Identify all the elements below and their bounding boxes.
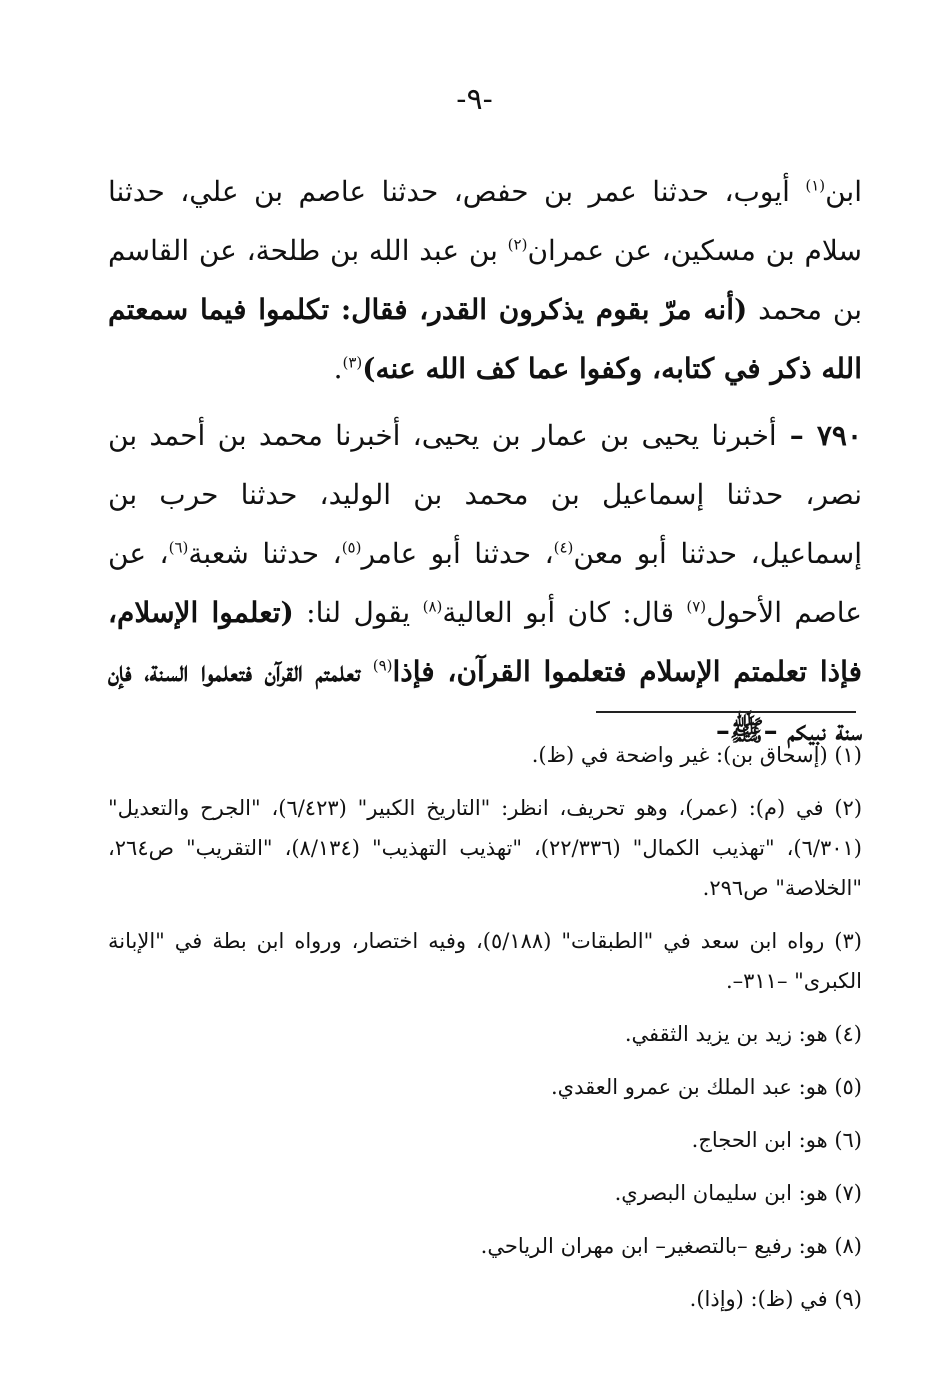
text-segment: يقول لنا: (293, 596, 423, 629)
text-segment: أيوب، حدثنا عمر بن حفص، حدثنا عاصم بن علي، حدثنا سلام بن مسكين، عن عمران (108, 175, 862, 267)
footnote-2: (٢) في (م): (عمر)، وهو تحريف، انظر: "التاريخ الكبير" (٦/٤٢٣)، "الجرح والتعديل" (٦/٣٠١)، "تهذيب الكمال" (٢٢/٣٣٦)، "تهذيب التهذيب" (٨/١٣٤)، "التقريب" ص٢٦٤، "الخلاصة" ص٢٩٦. (108, 796, 863, 900)
footnote-5: (٥) هو: عبد الملك بن عمرو العقدي. (551, 1075, 862, 1099)
paragraph-790 (108, 406, 862, 760)
footnote-ref-8: (٨) (422, 597, 443, 616)
paragraph-1 (108, 162, 862, 398)
page-number: -٩- (456, 82, 493, 117)
footnote-1: (١) (إسحاق بن): غير واضحة في (ظ). (531, 743, 862, 767)
footnote-8: (٨) هو: رفيع –بالتصغير– ابن مهران الرياحي. (480, 1234, 862, 1258)
footnotes (108, 735, 862, 1332)
footnote-ref-9: (٩) (372, 656, 393, 675)
footnote-3: (٣) رواه ابن سعد في "الطبقات" (٥/١٨٨)، وفيه اختصار، ورواه ابن بطة في "الإبانة الكبرى" –٣١١–. (108, 929, 862, 993)
text-segment: ، حدثنا شعبة (188, 537, 342, 570)
footnote-ref-3: (٣) (342, 353, 363, 372)
text-segment: أخبرنا يحيى بن عمار بن يحيى، أخبرنا محمد بن أحمد بن نصر، حدثنا إسماعيل بن محمد بن الوليد، حدثنا حرب بن إسماعيل، حدثنا أبو معن (108, 419, 862, 570)
text-segment: قال: كان أبو العالية (442, 596, 687, 629)
footnote-ref-4: (٤) (553, 538, 574, 557)
footnote-ref-6: (٦) (168, 538, 189, 557)
text-segment: ، عن عاصم الأحول (108, 537, 862, 629)
hadith-number: ٧٩٠ – (776, 419, 863, 452)
footnote-ref-5: (٥) (341, 538, 362, 557)
footnote-divider (596, 711, 856, 713)
footnote-6: (٦) هو: ابن الحجاج. (691, 1128, 862, 1152)
main-text (108, 162, 862, 768)
text-segment: ابن (825, 175, 862, 208)
quoted-text-bold: تعلمتم القرآن فتعلموا السنة، فإن سنة نبيكم –ﷺ– (108, 655, 862, 747)
footnote-4: (٤) هو: زيد بن يزيد الثقفي. (624, 1022, 862, 1046)
quoted-text-bold: (أنه مرّ بقوم يذكرون القدر، فقال: تكلموا فيما سمعتم الله ذكر في كتابه، وكفوا عما كف الله عنه) (108, 293, 862, 385)
quoted-text-bold: (تعلموا الإسلام، فإذا تعلمتم الإسلام فتعلموا القرآن، فإذا (108, 596, 862, 688)
text-segment: . (333, 352, 343, 385)
text-segment: بن عبد الله بن طلحة، عن القاسم بن محمد (108, 234, 862, 326)
footnote-ref-1: (١) (805, 176, 826, 195)
footnote-9: (٩) في (ظ): (وإذا). (689, 1287, 862, 1311)
text-segment: ، حدثنا أبو عامر (361, 537, 554, 570)
footnote-7: (٧) هو: ابن سليمان البصري. (614, 1181, 862, 1205)
footnote-ref-7: (٧) (686, 597, 707, 616)
footnote-ref-2: (٢) (507, 235, 528, 254)
